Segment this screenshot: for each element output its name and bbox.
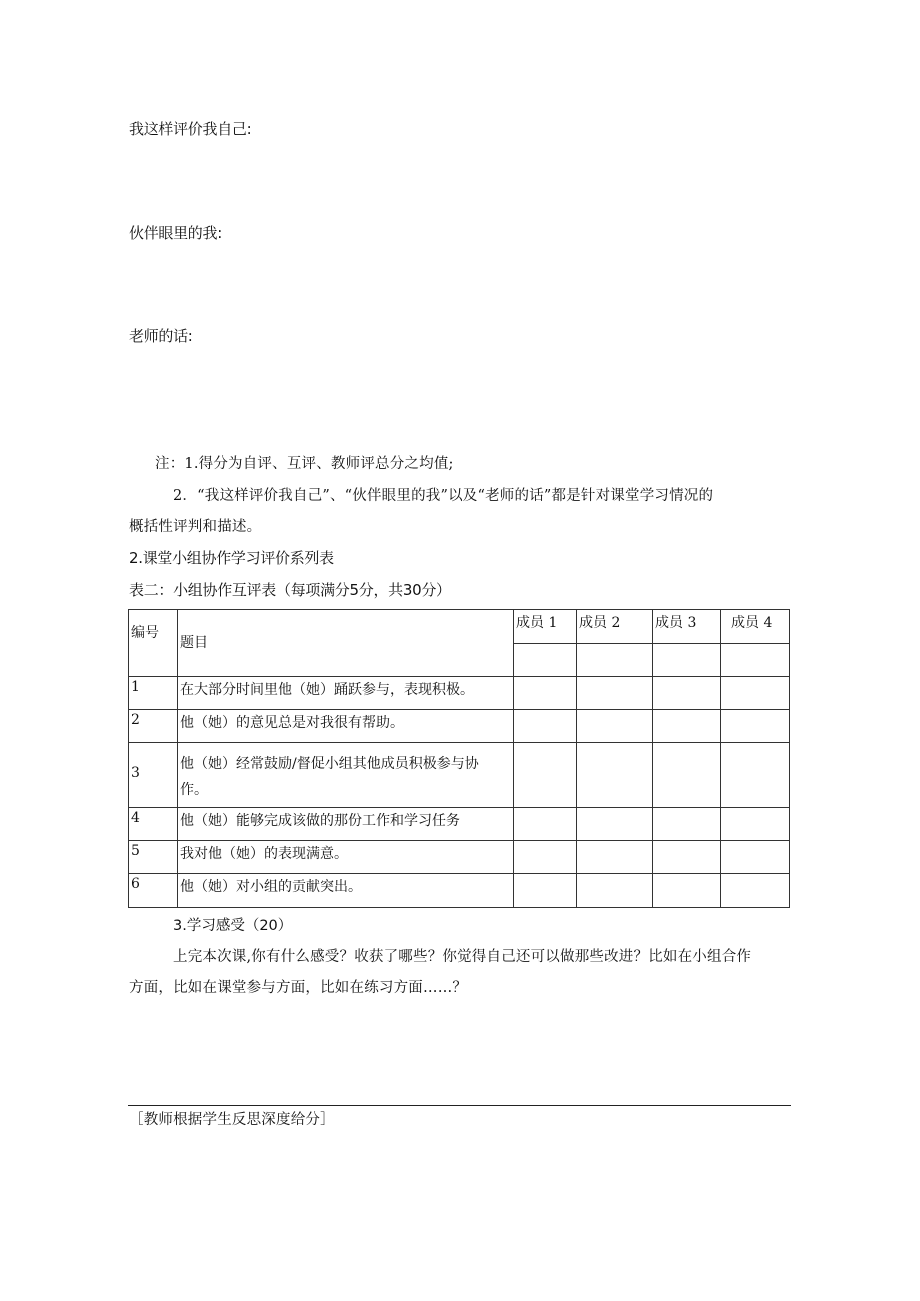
member-4-subcell xyxy=(721,644,790,677)
row-1-id: 1 xyxy=(129,677,178,710)
row-5-score-1 xyxy=(514,841,577,874)
row-4-score-4 xyxy=(721,808,790,841)
row-1-score-3 xyxy=(653,677,721,710)
row-3-id: 3 xyxy=(129,743,178,808)
member-1-subcell xyxy=(514,644,577,677)
row-3-score-2 xyxy=(577,743,653,808)
row-4-text: 他（她）能够完成该做的那份工作和学习任务 xyxy=(178,808,514,841)
row-4-score-1 xyxy=(514,808,577,841)
row-2-text: 他（她）的意见总是对我很有帮助。 xyxy=(178,710,514,743)
header-id: 编号 xyxy=(129,610,178,677)
footer-note: ［教师根据学生反思深度给分］ xyxy=(129,1112,335,1128)
section3-paragraph-line-2: 方面，比如在课堂参与方面，比如在练习方面……？ xyxy=(129,980,468,996)
row-6-score-1 xyxy=(514,874,577,908)
row-2-score-2 xyxy=(577,710,653,743)
row-5-score-4 xyxy=(721,841,790,874)
row-4-score-2 xyxy=(577,808,653,841)
row-3-text: 他（她）经常鼓励/督促小组其他成员积极参与协 作。 xyxy=(178,743,514,808)
row-2-id: 2 xyxy=(129,710,178,743)
header-member-1: 成员 1 xyxy=(514,610,577,644)
row-2-score-1 xyxy=(514,710,577,743)
row-6-score-4 xyxy=(721,874,790,908)
section2-title: 2.课堂小组协作学习评价系列表 xyxy=(129,549,334,567)
row-6-text: 他（她）对小组的贡献突出。 xyxy=(178,874,514,908)
row-4-id: 4 xyxy=(129,808,178,841)
row-3-score-4 xyxy=(721,743,790,808)
member-3-subcell xyxy=(653,644,721,677)
member-2-subcell xyxy=(577,644,653,677)
row-1-score-2 xyxy=(577,677,653,710)
note-line-3: 概括性评判和描述。 xyxy=(129,519,262,535)
row-6-score-2 xyxy=(577,874,653,908)
row-1-text: 在大部分时间里他（她）踊跃参与，表现积极。 xyxy=(178,677,514,710)
header-member-3: 成员 3 xyxy=(653,610,721,644)
partner-eval-label: 伙伴眼里的我: xyxy=(129,224,222,242)
header-topic: 题目 xyxy=(178,610,514,677)
row-1-score-1 xyxy=(514,677,577,710)
row-3-score-3 xyxy=(653,743,721,808)
row-1-score-4 xyxy=(721,677,790,710)
header-member-4: 成员 4 xyxy=(721,610,790,644)
table-title: 表二：小组协作互评表（每项满分5分，共30分） xyxy=(129,581,451,599)
row-6-id: 6 xyxy=(129,874,178,908)
divider-line xyxy=(128,1105,791,1106)
row-6-score-3 xyxy=(653,874,721,908)
row-4-score-3 xyxy=(653,808,721,841)
row-5-score-3 xyxy=(653,841,721,874)
note-line-1: 注：1.得分为自评、互评、教师评总分之均值; xyxy=(155,456,454,472)
row-5-id: 5 xyxy=(129,841,178,874)
note-line-2: 2．“我这样评价我自己”、“伙伴眼里的我”以及“老师的话”都是针对课堂学习情况的 xyxy=(173,488,714,504)
row-2-score-3 xyxy=(653,710,721,743)
teacher-eval-label: 老师的话: xyxy=(129,327,193,345)
peer-evaluation-table xyxy=(128,609,790,908)
row-3-score-1 xyxy=(514,743,577,808)
row-5-text: 我对他（她）的表现满意。 xyxy=(178,841,514,874)
row-5-score-2 xyxy=(577,841,653,874)
row-2-score-4 xyxy=(721,710,790,743)
section3-title: 3.学习感受（20） xyxy=(173,918,293,934)
header-member-2: 成员 2 xyxy=(577,610,653,644)
section3-paragraph-line-1: 上完本次课,你有什么感受？收获了哪些？你觉得自己还可以做那些改进？比如在小组合作 xyxy=(173,949,752,965)
self-eval-label: 我这样评价我自己: xyxy=(129,120,252,138)
